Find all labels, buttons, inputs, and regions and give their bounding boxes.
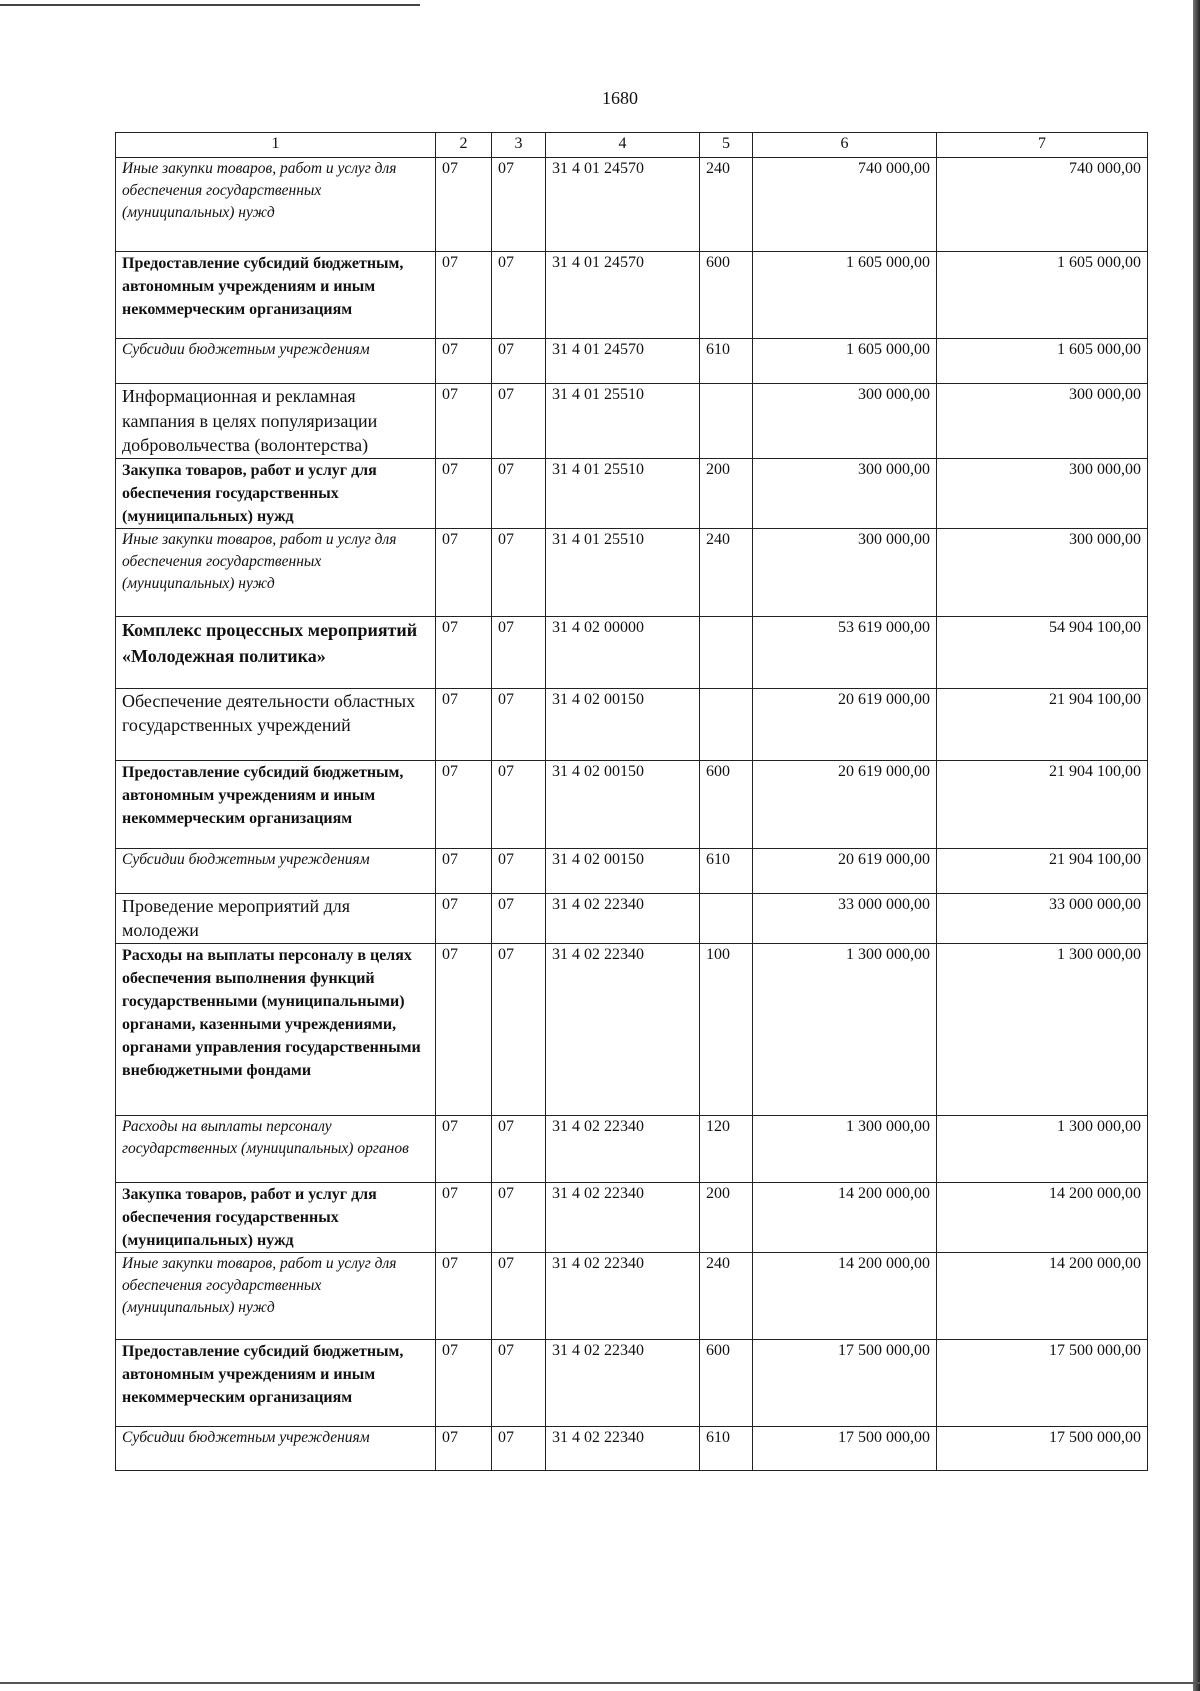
- section-code-cell: 07: [436, 688, 492, 760]
- section-code-cell: 07: [436, 760, 492, 848]
- amount-cell: 14 200 000,00: [937, 1182, 1148, 1252]
- target-article-cell: 31 4 01 25510: [546, 384, 700, 459]
- table-row: [116, 158, 1148, 252]
- table-header-row: [116, 133, 1148, 158]
- amount-cell: 17 500 000,00: [937, 1426, 1148, 1470]
- amount-cell: 33 000 000,00: [937, 893, 1148, 943]
- row-name-cell: Комплекс процессных мероприятий «Молодежная политика»: [116, 616, 436, 688]
- subsection-code-cell: 07: [492, 848, 546, 893]
- table-row: [116, 1252, 1148, 1339]
- section-code-cell: 07: [436, 1339, 492, 1426]
- subsection-code-cell: 07: [492, 1339, 546, 1426]
- target-article-cell: 31 4 01 24570: [546, 339, 700, 384]
- table-row: [116, 893, 1148, 943]
- amount-cell: 21 904 100,00: [937, 848, 1148, 893]
- target-article-cell: 31 4 02 00150: [546, 848, 700, 893]
- subsection-code-cell: 07: [492, 458, 546, 528]
- amount-cell: 300 000,00: [753, 384, 937, 459]
- target-article-cell: 31 4 01 25510: [546, 458, 700, 528]
- row-name-cell: Иные закупки товаров, работ и услуг для обеспечения государственных (муниципальных) нужд: [116, 528, 436, 616]
- row-name-cell: Проведение мероприятий для молодежи: [116, 893, 436, 943]
- column-header: 1: [116, 133, 436, 158]
- subsection-code-cell: 07: [492, 1426, 546, 1470]
- column-header: 4: [546, 133, 700, 158]
- row-name-cell: Расходы на выплаты персоналу в целях обеспечения выполнения функций государственными (муниципальными) органами, казенными учреждениями, органами управления государственными внебюджетными фондами: [116, 943, 436, 1115]
- amount-cell: 33 000 000,00: [753, 893, 937, 943]
- table-row: [116, 252, 1148, 339]
- target-article-cell: 31 4 02 22340: [546, 1339, 700, 1426]
- row-name-cell: Предоставление субсидий бюджетным, автономным учреждениям и иным некоммерческим организациям: [116, 252, 436, 339]
- column-header: 3: [492, 133, 546, 158]
- table-row: [116, 760, 1148, 848]
- column-header: 6: [753, 133, 937, 158]
- amount-cell: 740 000,00: [753, 158, 937, 252]
- expense-type-cell: 610: [700, 848, 753, 893]
- subsection-code-cell: 07: [492, 1252, 546, 1339]
- scan-edge-shadow: [1193, 0, 1200, 1691]
- row-name-cell: Расходы на выплаты персоналу государственных (муниципальных) органов: [116, 1115, 436, 1182]
- table-row: [116, 1426, 1148, 1470]
- subsection-code-cell: 07: [492, 616, 546, 688]
- table-row: [116, 384, 1148, 459]
- target-article-cell: 31 4 02 22340: [546, 893, 700, 943]
- subsection-code-cell: 07: [492, 528, 546, 616]
- expense-type-cell: [700, 384, 753, 459]
- expense-type-cell: 600: [700, 1339, 753, 1426]
- expense-type-cell: 200: [700, 458, 753, 528]
- amount-cell: 17 500 000,00: [753, 1339, 937, 1426]
- row-name-cell: Субсидии бюджетным учреждениям: [116, 848, 436, 893]
- amount-cell: 1 300 000,00: [753, 1115, 937, 1182]
- table-row: [116, 1115, 1148, 1182]
- column-header: 7: [937, 133, 1148, 158]
- amount-cell: 17 500 000,00: [753, 1426, 937, 1470]
- expense-type-cell: 610: [700, 339, 753, 384]
- expense-type-cell: [700, 688, 753, 760]
- subsection-code-cell: 07: [492, 760, 546, 848]
- target-article-cell: 31 4 02 22340: [546, 943, 700, 1115]
- row-name-cell: Обеспечение деятельности областных государственных учреждений: [116, 688, 436, 760]
- table-row: [116, 688, 1148, 760]
- table-row: [116, 339, 1148, 384]
- subsection-code-cell: 07: [492, 943, 546, 1115]
- budget-table: [115, 132, 1148, 1471]
- subsection-code-cell: 07: [492, 252, 546, 339]
- target-article-cell: 31 4 02 22340: [546, 1182, 700, 1252]
- amount-cell: 21 904 100,00: [937, 688, 1148, 760]
- table-row: [116, 1182, 1148, 1252]
- subsection-code-cell: 07: [492, 339, 546, 384]
- target-article-cell: 31 4 02 00150: [546, 688, 700, 760]
- subsection-code-cell: 07: [492, 1182, 546, 1252]
- target-article-cell: 31 4 02 22340: [546, 1426, 700, 1470]
- amount-cell: 20 619 000,00: [753, 688, 937, 760]
- table-row: [116, 943, 1148, 1115]
- section-code-cell: 07: [436, 616, 492, 688]
- target-article-cell: 31 4 01 24570: [546, 252, 700, 339]
- amount-cell: 1 300 000,00: [937, 943, 1148, 1115]
- row-name-cell: Субсидии бюджетным учреждениям: [116, 1426, 436, 1470]
- expense-type-cell: 200: [700, 1182, 753, 1252]
- scan-edge-line: [0, 1682, 1200, 1684]
- subsection-code-cell: 07: [492, 384, 546, 459]
- amount-cell: 20 619 000,00: [753, 848, 937, 893]
- row-name-cell: Иные закупки товаров, работ и услуг для обеспечения государственных (муниципальных) нужд: [116, 1252, 436, 1339]
- expense-type-cell: 240: [700, 528, 753, 616]
- section-code-cell: 07: [436, 893, 492, 943]
- amount-cell: 300 000,00: [753, 458, 937, 528]
- amount-cell: 1 300 000,00: [753, 943, 937, 1115]
- section-code-cell: 07: [436, 1252, 492, 1339]
- column-header: 2: [436, 133, 492, 158]
- expense-type-cell: [700, 616, 753, 688]
- section-code-cell: 07: [436, 458, 492, 528]
- expense-type-cell: 610: [700, 1426, 753, 1470]
- row-name-cell: Закупка товаров, работ и услуг для обеспечения государственных (муниципальных) нужд: [116, 1182, 436, 1252]
- row-name-cell: Субсидии бюджетным учреждениям: [116, 339, 436, 384]
- amount-cell: 1 605 000,00: [937, 339, 1148, 384]
- row-name-cell: Закупка товаров, работ и услуг для обеспечения государственных (муниципальных) нужд: [116, 458, 436, 528]
- amount-cell: 300 000,00: [937, 384, 1148, 459]
- expense-type-cell: 120: [700, 1115, 753, 1182]
- section-code-cell: 07: [436, 943, 492, 1115]
- expense-type-cell: 100: [700, 943, 753, 1115]
- subsection-code-cell: 07: [492, 688, 546, 760]
- amount-cell: 14 200 000,00: [753, 1182, 937, 1252]
- target-article-cell: 31 4 01 25510: [546, 528, 700, 616]
- section-code-cell: 07: [436, 1182, 492, 1252]
- section-code-cell: 07: [436, 848, 492, 893]
- expense-type-cell: [700, 893, 753, 943]
- row-name-cell: Предоставление субсидий бюджетным, автономным учреждениям и иным некоммерческим организациям: [116, 760, 436, 848]
- expense-type-cell: 600: [700, 252, 753, 339]
- row-name-cell: Иные закупки товаров, работ и услуг для обеспечения государственных (муниципальных) нужд: [116, 158, 436, 252]
- amount-cell: 300 000,00: [937, 458, 1148, 528]
- subsection-code-cell: 07: [492, 893, 546, 943]
- amount-cell: 1 605 000,00: [937, 252, 1148, 339]
- row-name-cell: Информационная и рекламная кампания в целях популяризации добровольчества (волонтерства): [116, 384, 436, 459]
- amount-cell: 740 000,00: [937, 158, 1148, 252]
- section-code-cell: 07: [436, 528, 492, 616]
- section-code-cell: 07: [436, 1426, 492, 1470]
- section-code-cell: 07: [436, 1115, 492, 1182]
- table-row: [116, 528, 1148, 616]
- page-number: 1680: [602, 88, 638, 108]
- subsection-code-cell: 07: [492, 158, 546, 252]
- expense-type-cell: 240: [700, 1252, 753, 1339]
- target-article-cell: 31 4 02 22340: [546, 1252, 700, 1339]
- table-row: [116, 458, 1148, 528]
- table-row: [116, 848, 1148, 893]
- column-header: 5: [700, 133, 753, 158]
- target-article-cell: 31 4 02 22340: [546, 1115, 700, 1182]
- amount-cell: 17 500 000,00: [937, 1339, 1148, 1426]
- section-code-cell: 07: [436, 339, 492, 384]
- target-article-cell: 31 4 01 24570: [546, 158, 700, 252]
- subsection-code-cell: 07: [492, 1115, 546, 1182]
- amount-cell: 300 000,00: [937, 528, 1148, 616]
- amount-cell: 54 904 100,00: [937, 616, 1148, 688]
- amount-cell: 20 619 000,00: [753, 760, 937, 848]
- row-name-cell: Предоставление субсидий бюджетным, автономным учреждениям и иным некоммерческим организациям: [116, 1339, 436, 1426]
- target-article-cell: 31 4 02 00000: [546, 616, 700, 688]
- table-body: [116, 158, 1148, 1471]
- target-article-cell: 31 4 02 00150: [546, 760, 700, 848]
- expense-type-cell: 600: [700, 760, 753, 848]
- amount-cell: 21 904 100,00: [937, 760, 1148, 848]
- amount-cell: 1 300 000,00: [937, 1115, 1148, 1182]
- section-code-cell: 07: [436, 158, 492, 252]
- table-row: [116, 616, 1148, 688]
- amount-cell: 1 605 000,00: [753, 252, 937, 339]
- section-code-cell: 07: [436, 384, 492, 459]
- amount-cell: 1 605 000,00: [753, 339, 937, 384]
- table-row: [116, 1339, 1148, 1426]
- section-code-cell: 07: [436, 252, 492, 339]
- amount-cell: 14 200 000,00: [753, 1252, 937, 1339]
- expense-type-cell: 240: [700, 158, 753, 252]
- amount-cell: 14 200 000,00: [937, 1252, 1148, 1339]
- amount-cell: 53 619 000,00: [753, 616, 937, 688]
- amount-cell: 300 000,00: [753, 528, 937, 616]
- scan-edge-line: [0, 4, 420, 6]
